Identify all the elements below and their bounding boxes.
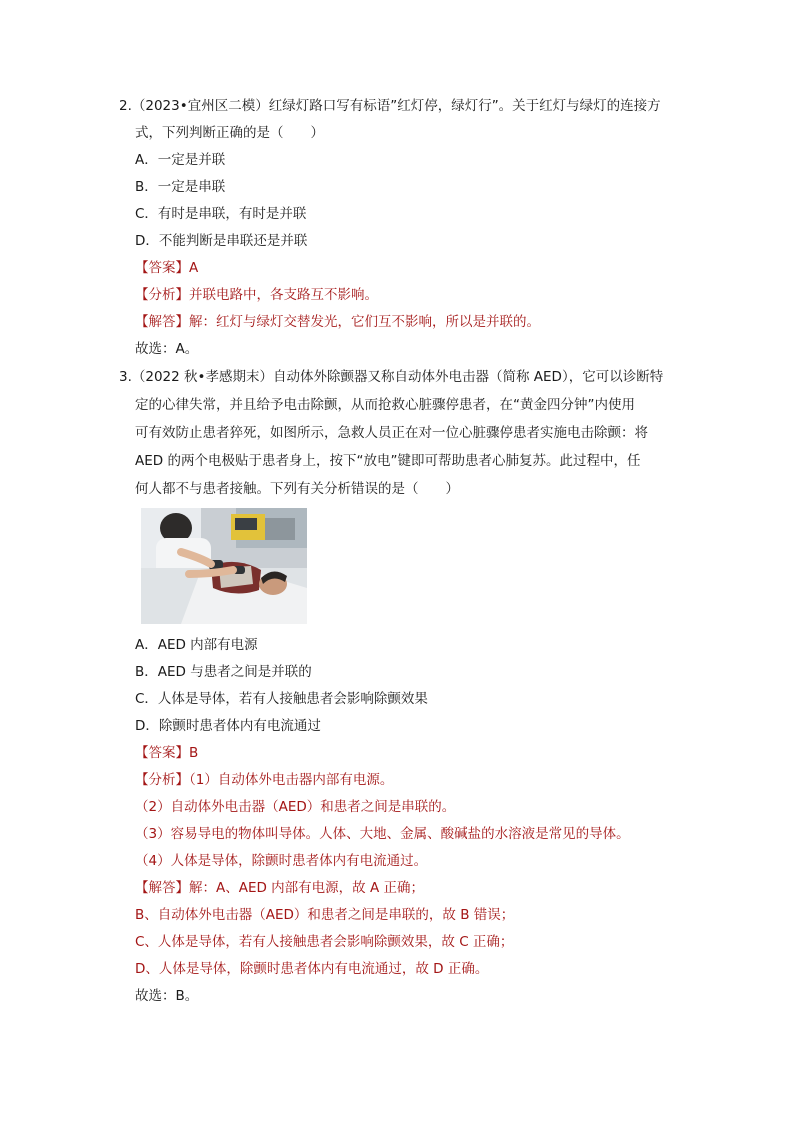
q2-analysis [135, 285, 378, 305]
q2-option-d: D．不能判断是串联还是并联 [135, 233, 308, 249]
q2-answer-tag: 【答案】 [135, 260, 189, 276]
q3-solution-line3: C、人体是导体，若有人接触患者会影响除颤效果，故 C 正确； [135, 934, 514, 950]
q3-answer-value: B [189, 745, 199, 761]
q2-solution [135, 312, 540, 332]
q3-analysis-line4: （4）人体是导体，除颤时患者体内有电流通过。 [135, 853, 428, 869]
q3-analysis-line2: （2）自动体外电击器（AED）和患者之间是串联的。 [135, 799, 456, 815]
q3-option-b: B．AED 与患者之间是并联的 [135, 664, 312, 680]
q2-solution-text: 解：红灯与绿灯交替发光，它们互不影响，所以是并联的。 [189, 314, 540, 330]
q2-option-c: C．有时是串联，有时是并联 [135, 206, 307, 222]
q2-answer [135, 258, 198, 278]
aed-photo [141, 508, 307, 624]
q2-option-a: A．一定是并联 [135, 152, 226, 168]
q2-stem-line2: 式，下列判断正确的是（ ） [135, 125, 324, 141]
q2-answer-value: A [189, 260, 199, 276]
q3-stem-line4: AED 的两个电极贴于患者身上，按下“放电”键即可帮助患者心肺复苏。此过程中，任 [135, 453, 641, 469]
q3-stem-line2: 定的心律失常，并且给予电击除颤，从而抢救心脏骤停患者，在“黄金四分钟”内使用 [135, 397, 635, 413]
q2-option-b: B．一定是串联 [135, 179, 226, 195]
q2-analysis-text: 并联电路中，各支路互不影响。 [189, 287, 378, 303]
q2-stem-line1: 2.（2023•宜州区二模）红绿灯路口写有标语”红灯停，绿灯行”。关于红灯与绿灯的连接方 [119, 98, 661, 114]
q3-stem-line1: 3.（2022 秋•孝感期末）自动体外除颤器又称自动体外电击器（简称 AED），它可以诊断特 [119, 369, 664, 385]
q2-solution-tag: 【解答】 [135, 314, 189, 330]
q3-stem-line5: 何人都不与患者接触。下列有关分析错误的是（ ） [135, 481, 459, 497]
q3-option-a: A．AED 内部有电源 [135, 637, 258, 653]
q3-answer [135, 743, 198, 763]
q3-solution-line4: D、人体是导体，除颤时患者体内有电流通过，故 D 正确。 [135, 961, 489, 977]
q3-choose: 故选：B。 [135, 988, 199, 1004]
q3-analysis-text-1: （1）自动体外电击器内部有电源。 [189, 772, 394, 788]
q2-choose: 故选：A。 [135, 341, 199, 357]
q3-solution-text-1: 解：A、AED 内部有电源，故 A 正确； [189, 880, 425, 896]
aed-photo-illustration [141, 508, 307, 624]
q3-solution-tag: 【解答】 [135, 880, 189, 896]
q3-option-d: D．除颤时患者体内有电流通过 [135, 718, 321, 734]
q3-stem-line3: 可有效防止患者猝死，如图所示，急救人员正在对一位心脏骤停患者实施电击除颤：将 [135, 425, 648, 441]
q3-solution-line2: B、自动体外电击器（AED）和患者之间是串联的，故 B 错误； [135, 907, 515, 923]
q3-analysis-line1 [135, 770, 393, 790]
q3-answer-tag: 【答案】 [135, 745, 189, 761]
q3-analysis-tag: 【分析】 [135, 772, 189, 788]
q3-analysis-line3: （3）容易导电的物体叫导体。人体、大地、金属、酸碱盐的水溶液是常见的导体。 [135, 826, 630, 842]
q2-analysis-tag: 【分析】 [135, 287, 189, 303]
q3-solution-line1 [135, 878, 424, 898]
q3-option-c: C．人体是导体，若有人接触患者会影响除颤效果 [135, 691, 428, 707]
